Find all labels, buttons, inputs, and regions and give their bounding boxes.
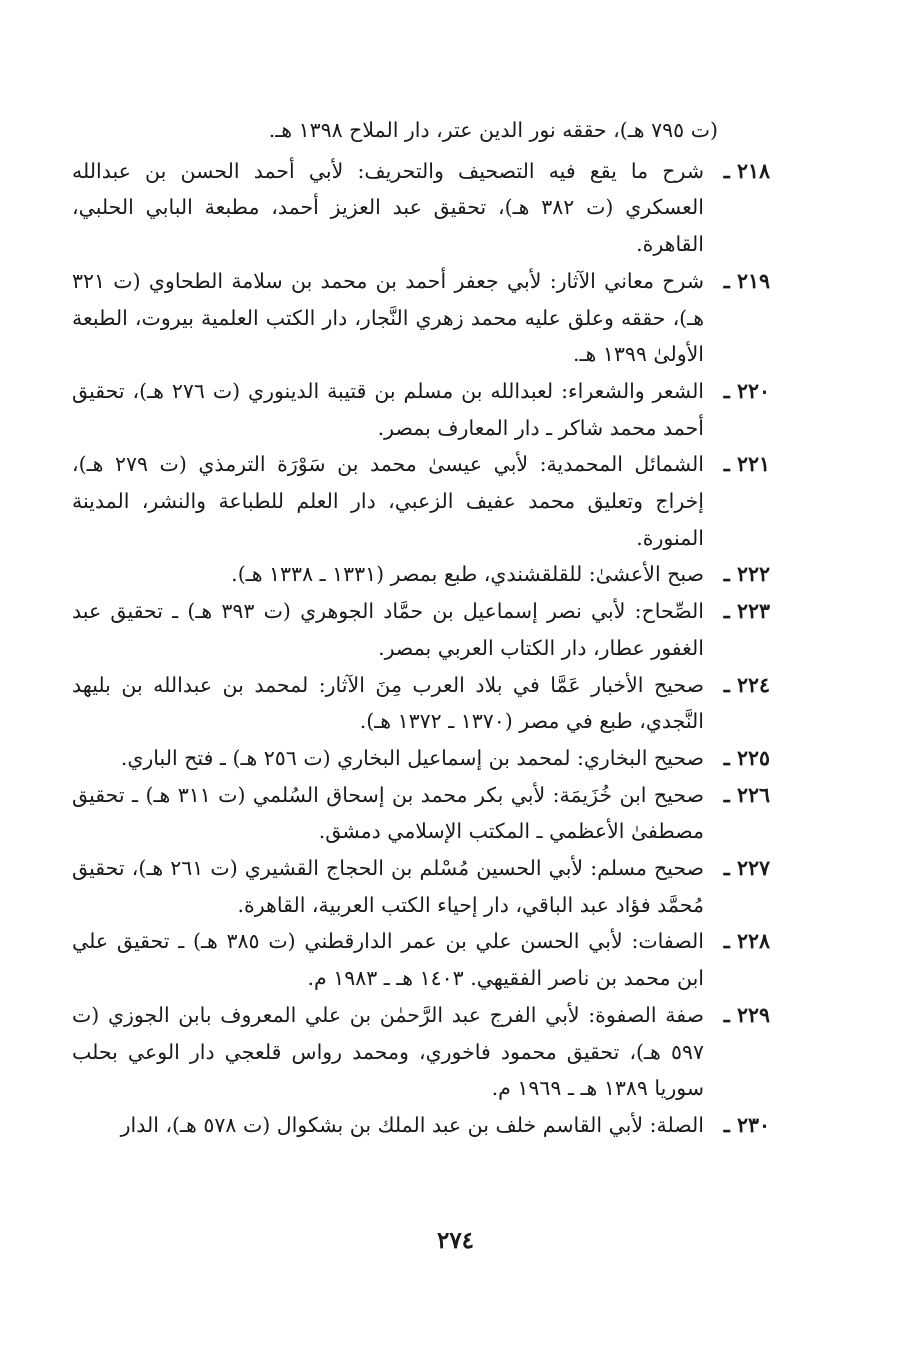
- entry-number: ٢٢٨ ـ: [723, 929, 770, 954]
- entries-container: [72, 153, 770, 1144]
- entry-text: صحيح ابن خُزَيمَة: لأبي بكر محمد بن إسحاق السُلمي (ت ٣١١ هـ) ـ تحقيق مصطفىٰ الأعظمي ـ المكتب الإسلامي دمشق.: [72, 782, 704, 844]
- bibliography-entry: [72, 740, 770, 777]
- entry-text: الشعر والشعراء: لعبدالله بن مسلم بن قتيبة الدينوري (ت ٢٧٦ هـ)، تحقيق أحمد محمد شاكر ـ دار المعارف بمصر.: [72, 378, 705, 440]
- entry-number: ٢١٨ ـ: [723, 158, 770, 183]
- entry-text: صفة الصفوة: لأبي الفرج عبد الرَّحمٰن بن علي المعروف بابن الجوزي (ت ٥٩٧ هـ)، تحقيق محمود فاخوري، ومحمد رواس قلعجي دار الوعي بحلب سوريا ١٣٨٩ هـ ـ ١٩٦٩ م.: [72, 1002, 704, 1101]
- page-number: ٢٧٤: [436, 1227, 475, 1254]
- entry-text: صبح الأعشىٰ: للقلقشندي، طبع بمصر (١٣٣١ ـ ١٣٣٨ هـ).: [231, 562, 704, 587]
- entry-text: صحيح البخاري: لمحمد بن إسماعيل البخاري (ت ٢٥٦ هـ) ـ فتح الباري.: [120, 745, 704, 770]
- bibliography-entry: [72, 373, 770, 446]
- bibliography-entry: [72, 923, 770, 996]
- entry-text: الشمائل المحمدية: لأبي عيسىٰ محمد بن سَوْرَة الترمذي (ت ٢٧٩ هـ)، إخراج وتعليق محمد عفيف الزعبي، دار العلم للطباعة والنشر، المدينة المنورة.: [72, 452, 704, 550]
- entry-text: الصلة: لأبي القاسم خلف بن عبد الملك بن بشكوال (ت ٥٧٨ هـ)، الدار: [120, 1112, 704, 1137]
- entry-text: شرح معاني الآثار: لأبي جعفر أحمد بن محمد بن سلامة الطحاوي (ت ٣٢١ هـ)، حققه وعلق عليه محمد زهري النَّجار، دار الكتب العلمية بيروت، الطبعة الأولىٰ ١٣٩٩ هـ.: [72, 268, 704, 367]
- bibliography-entry: [72, 850, 770, 923]
- entry-number: ٢٢٥ ـ: [723, 745, 770, 770]
- entry-text: صحيح مسلم: لأبي الحسين مُسْلم بن الحجاج القشيري (ت ٢٦١ هـ)، تحقيق مُحمَّد فؤاد عبد الباقي، دار إحياء الكتب العربية، القاهرة.: [72, 856, 704, 917]
- continued-entry-text: (ت ٧٩٥ هـ)، حققه نور الدين عتر، دار الملاح ١٣٩٨ هـ.: [268, 118, 718, 142]
- bibliography-entry: [72, 153, 770, 263]
- entry-number: ٢١٩ ـ: [723, 268, 770, 293]
- entry-text: الصِّحاح: لأبي نصر إسماعيل بن حمَّاد الجوهري (ت ٣٩٣ هـ) ـ تحقيق عبد الغفور عطار، دار الكتاب العربي بمصر.: [72, 599, 704, 660]
- bibliography-entry: [72, 1107, 770, 1144]
- entry-text: صحيح الأخبار عَمَّا في بلاد العرب مِنَ الآثار: لمحمد بن عبدالله بن بليهد النَّجدي، طبع في مصر (١٣٧٠ ـ ١٣٧٢ هـ).: [72, 672, 704, 734]
- entry-number: ٢٢٠ ـ: [723, 378, 770, 403]
- entry-number: ٢٣٠ ـ: [723, 1112, 770, 1137]
- entry-number: ٢٢١ ـ: [723, 452, 770, 477]
- entry-number: ٢٢٧ ـ: [723, 856, 770, 881]
- bibliography-list: [72, 112, 770, 1144]
- entry-number: ٢٢٣ ـ: [723, 599, 770, 624]
- entry-number: ٢٢٢ ـ: [723, 562, 770, 587]
- bibliography-entry: [72, 997, 770, 1107]
- bibliography-entry: [72, 263, 770, 373]
- bibliography-entry: [72, 777, 770, 850]
- entry-number: ٢٢٩ ـ: [723, 1002, 770, 1027]
- bibliography-entry: [72, 556, 770, 593]
- entry-text: الصفات: لأبي الحسن علي بن عمر الدارقطني (ت ٣٨٥ هـ) ـ تحقيق علي ابن محمد بن ناصر الفقيهي. ١٤٠٣ هـ ـ ١٩٨٣ م.: [72, 929, 704, 991]
- entry-number: ٢٢٤ ـ: [723, 672, 770, 697]
- bibliography-entry: [72, 667, 770, 740]
- entry-text: شرح ما يقع فيه التصحيف والتحريف: لأبي أحمد الحسن بن عبدالله العسكري (ت ٣٨٢ هـ)، تحقيق عبد العزيز أحمد، مطبعة البابي الحلبي، القاهرة.: [72, 158, 704, 257]
- bibliography-entry: [72, 593, 770, 666]
- entry-number: ٢٢٦ ـ: [723, 782, 770, 807]
- bibliography-entry: [72, 446, 770, 556]
